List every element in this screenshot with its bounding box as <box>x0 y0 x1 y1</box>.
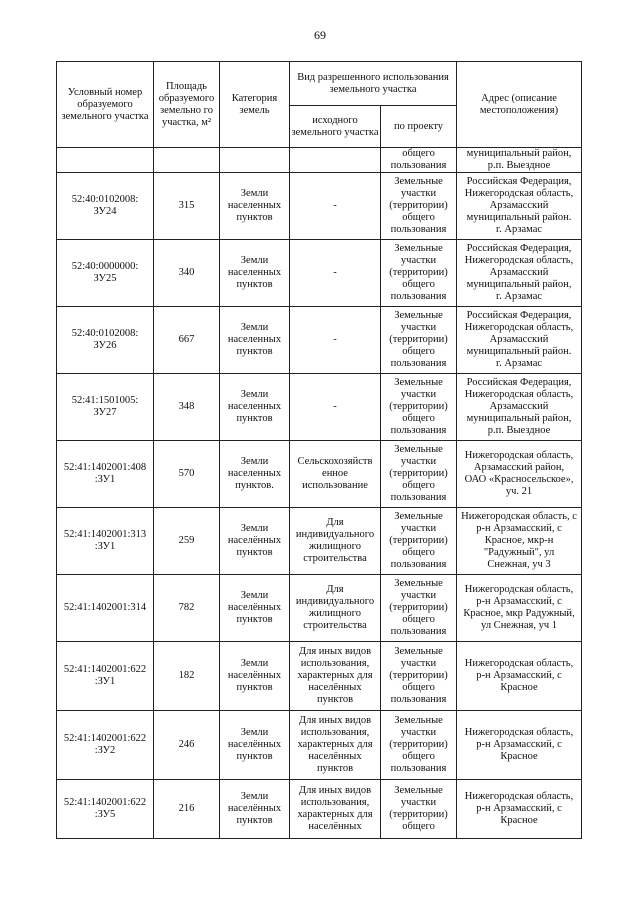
cell-original-use: Сельскохозяйств енное использование <box>290 441 381 508</box>
cell-original-use: - <box>290 374 381 441</box>
cell-category: Земли населённых пунктов <box>220 575 290 642</box>
cell-original-use: Для иных видов использования, характерных для населённых <box>290 780 381 839</box>
table-row <box>57 575 582 642</box>
cell-category: Земли населённых пунктов <box>220 508 290 575</box>
land-plots-table <box>56 61 582 839</box>
cell-area: 570 <box>154 441 220 508</box>
cell-project-use: Земельные участки (территории) общего пользования <box>381 575 457 642</box>
cell-cad-number: 52:40:0102008: ЗУ24 <box>57 173 154 240</box>
cell-area: 216 <box>154 780 220 839</box>
header-permitted-use: Вид разрешенного использования земельного участка <box>290 62 457 106</box>
cell-original-use: Для иных видов использования, характерных для населённых пунктов <box>290 642 381 711</box>
cell-category <box>220 148 290 173</box>
table-row <box>57 307 582 374</box>
cell-area: 340 <box>154 240 220 307</box>
table-row <box>57 508 582 575</box>
cell-cad-number <box>57 148 154 173</box>
header-category: Категория земель <box>220 62 290 148</box>
header-address: Адрес (описание местоположения) <box>457 62 582 148</box>
table-row <box>57 374 582 441</box>
cell-cad-number: 52:41:1402001:314 <box>57 575 154 642</box>
cell-project-use: Земельные участки (территории) общего пользования <box>381 240 457 307</box>
cell-address: Нижегородская область, р-н Арзамасский, с Красное <box>457 642 582 711</box>
cell-project-use: Земельные участки (территории) общего пользования <box>381 307 457 374</box>
page-number: 69 <box>314 28 326 42</box>
table-header <box>57 62 582 148</box>
cell-category: Земли населенных пунктов. <box>220 441 290 508</box>
header-area <box>154 62 220 148</box>
cell-address: Российская Федерация, Нижегородская область, Арзамасский муниципальный район. г. Арзамас <box>457 173 582 240</box>
cell-category: Земли населённых пунктов <box>220 780 290 839</box>
cell-area: 667 <box>154 307 220 374</box>
cell-area: 782 <box>154 575 220 642</box>
header-by-project: по проекту <box>381 106 457 148</box>
cell-address: Нижегородская область, с р-н Арзамасский, с Красное, мкр-н "Радужный", ул Снежная, уч 3 <box>457 508 582 575</box>
cell-project-use: Земельные участки (территории) общего пользования <box>381 374 457 441</box>
cell-original-use: Для иных видов использования, характерных для населённых пунктов <box>290 711 381 780</box>
cell-address: Российская Федерация, Нижегородская область, Арзамасский муниципальный район, г. Арзамас <box>457 240 582 307</box>
cell-project-use: общего пользования <box>381 148 457 173</box>
cell-cad-number: 52:40:0102008: ЗУ26 <box>57 307 154 374</box>
cell-area <box>154 148 220 173</box>
cell-cad-number: 52:41:1402001:622 :ЗУ5 <box>57 780 154 839</box>
cell-address: Российская Федерация, Нижегородская область, Арзамасский муниципальный район, р.п. Выездное <box>457 374 582 441</box>
table-row <box>57 642 582 711</box>
cell-area: 259 <box>154 508 220 575</box>
cell-cad-number: 52:41:1402001:408 :ЗУ1 <box>57 441 154 508</box>
cell-category: Земли населенных пунктов <box>220 173 290 240</box>
cell-original-use: - <box>290 307 381 374</box>
cell-cad-number: 52:41:1402001:622 :ЗУ1 <box>57 642 154 711</box>
cell-address: Нижегородская область, р-н Арзамасский, с Красное, мкр Радужный, ул Снежная, уч 1 <box>457 575 582 642</box>
table-row <box>57 441 582 508</box>
header-original-plot: исходного земельного участка <box>290 106 381 148</box>
cell-address: Российская Федерация, Нижегородская область, Арзамасский муниципальный район. г. Арзамас <box>457 307 582 374</box>
cell-cad-number: 52:41:1501005: ЗУ27 <box>57 374 154 441</box>
cell-address: Нижегородская область, р-н Арзамасский, с Красное <box>457 711 582 780</box>
cell-cad-number: 52:41:1402001:622 :ЗУ2 <box>57 711 154 780</box>
cell-address: Нижегородская область, р-н Арзамасский, с Красное <box>457 780 582 839</box>
cell-project-use: Земельные участки (территории) общего пользования <box>381 441 457 508</box>
table-row <box>57 240 582 307</box>
table-row <box>57 148 582 173</box>
header-area-text: Площадь образуемого земельно го участка, м² <box>158 80 215 128</box>
cell-area: 246 <box>154 711 220 780</box>
table-row <box>57 711 582 780</box>
cell-original-use: - <box>290 240 381 307</box>
cell-area: 315 <box>154 173 220 240</box>
cell-category: Земли населенных пунктов <box>220 374 290 441</box>
cell-category: Земли населённых пунктов <box>220 711 290 780</box>
cell-original-use: Для индивидуального жилищного строительства <box>290 508 381 575</box>
cell-address: муниципальный район, р.п. Выездное <box>457 148 582 173</box>
cell-category: Земли населенных пунктов <box>220 307 290 374</box>
cell-project-use: Земельные участки (территории) общего пользования <box>381 508 457 575</box>
cell-cad-number: 52:40:0000000: ЗУ25 <box>57 240 154 307</box>
cell-category: Земли населённых пунктов <box>220 642 290 711</box>
cell-original-use: Для индивидуального жилищного строительства <box>290 575 381 642</box>
cell-area: 182 <box>154 642 220 711</box>
cell-project-use: Земельные участки (территории) общего пользования <box>381 642 457 711</box>
cell-area: 348 <box>154 374 220 441</box>
header-cad-number: Условный номер образуемого земельного участка <box>57 62 154 148</box>
cell-address: Нижегородская область, Арзамасский район, ОАО «Красносельское», уч. 21 <box>457 441 582 508</box>
cell-project-use: Земельные участки (территории) общего <box>381 780 457 839</box>
cell-project-use: Земельные участки (территории) общего пользования <box>381 173 457 240</box>
cell-category: Земли населенных пунктов <box>220 240 290 307</box>
cell-project-use: Земельные участки (территории) общего пользования <box>381 711 457 780</box>
table-row <box>57 173 582 240</box>
cell-original-use: - <box>290 173 381 240</box>
cell-original-use <box>290 148 381 173</box>
table-row <box>57 780 582 839</box>
cell-cad-number: 52:41:1402001:313 :ЗУ1 <box>57 508 154 575</box>
